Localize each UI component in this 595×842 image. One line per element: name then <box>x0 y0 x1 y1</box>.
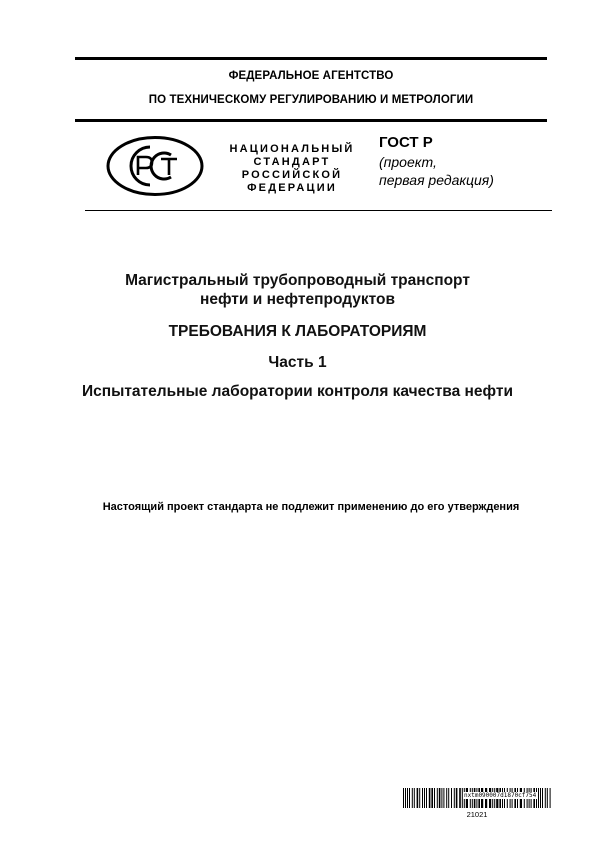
national-standard-line-2: СТАНДАРТ <box>253 156 331 168</box>
draft-status-line-1: (проект, <box>379 154 437 170</box>
agency-name-line-2: ПО ТЕХНИЧЕСКОМУ РЕГУЛИРОВАНИЮ И МЕТРОЛОГИИ <box>148 94 474 106</box>
document-part-label: Часть 1 <box>268 354 327 371</box>
draft-notice: Настоящий проект стандарта не подлежит применению до его утверждения <box>102 501 520 513</box>
rst-certification-mark-icon <box>105 135 205 197</box>
draft-status-line-2: первая редакция) <box>379 172 494 188</box>
middle-rule <box>75 119 547 122</box>
document-subtitle: Испытательные лаборатории контроля качества нефти <box>81 383 514 400</box>
document-title-line-2: нефти и нефтепродуктов <box>199 291 396 308</box>
document-title-line-1: Магистральный трубопроводный транспорт <box>125 272 470 289</box>
national-standard-line-3: РОССИЙСКОЙ <box>241 169 343 181</box>
top-rule <box>75 57 547 60</box>
document-requirements-heading: ТРЕБОВАНИЯ К ЛАБОРАТОРИЯМ <box>168 323 427 340</box>
agency-name-line-1: ФЕДЕРАЛЬНОЕ АГЕНТСТВО <box>228 70 394 82</box>
national-standard-line-4: ФЕДЕРАЦИИ <box>247 182 337 194</box>
barcode-number: 21021 <box>466 810 488 819</box>
gost-label: ГОСТ Р <box>379 134 433 151</box>
bottom-rule <box>85 210 552 211</box>
barcode-code: nxtm090007d1870cf754 <box>464 792 537 799</box>
national-standard-line-1: НАЦИОНАЛЬНЫЙ <box>229 143 355 155</box>
